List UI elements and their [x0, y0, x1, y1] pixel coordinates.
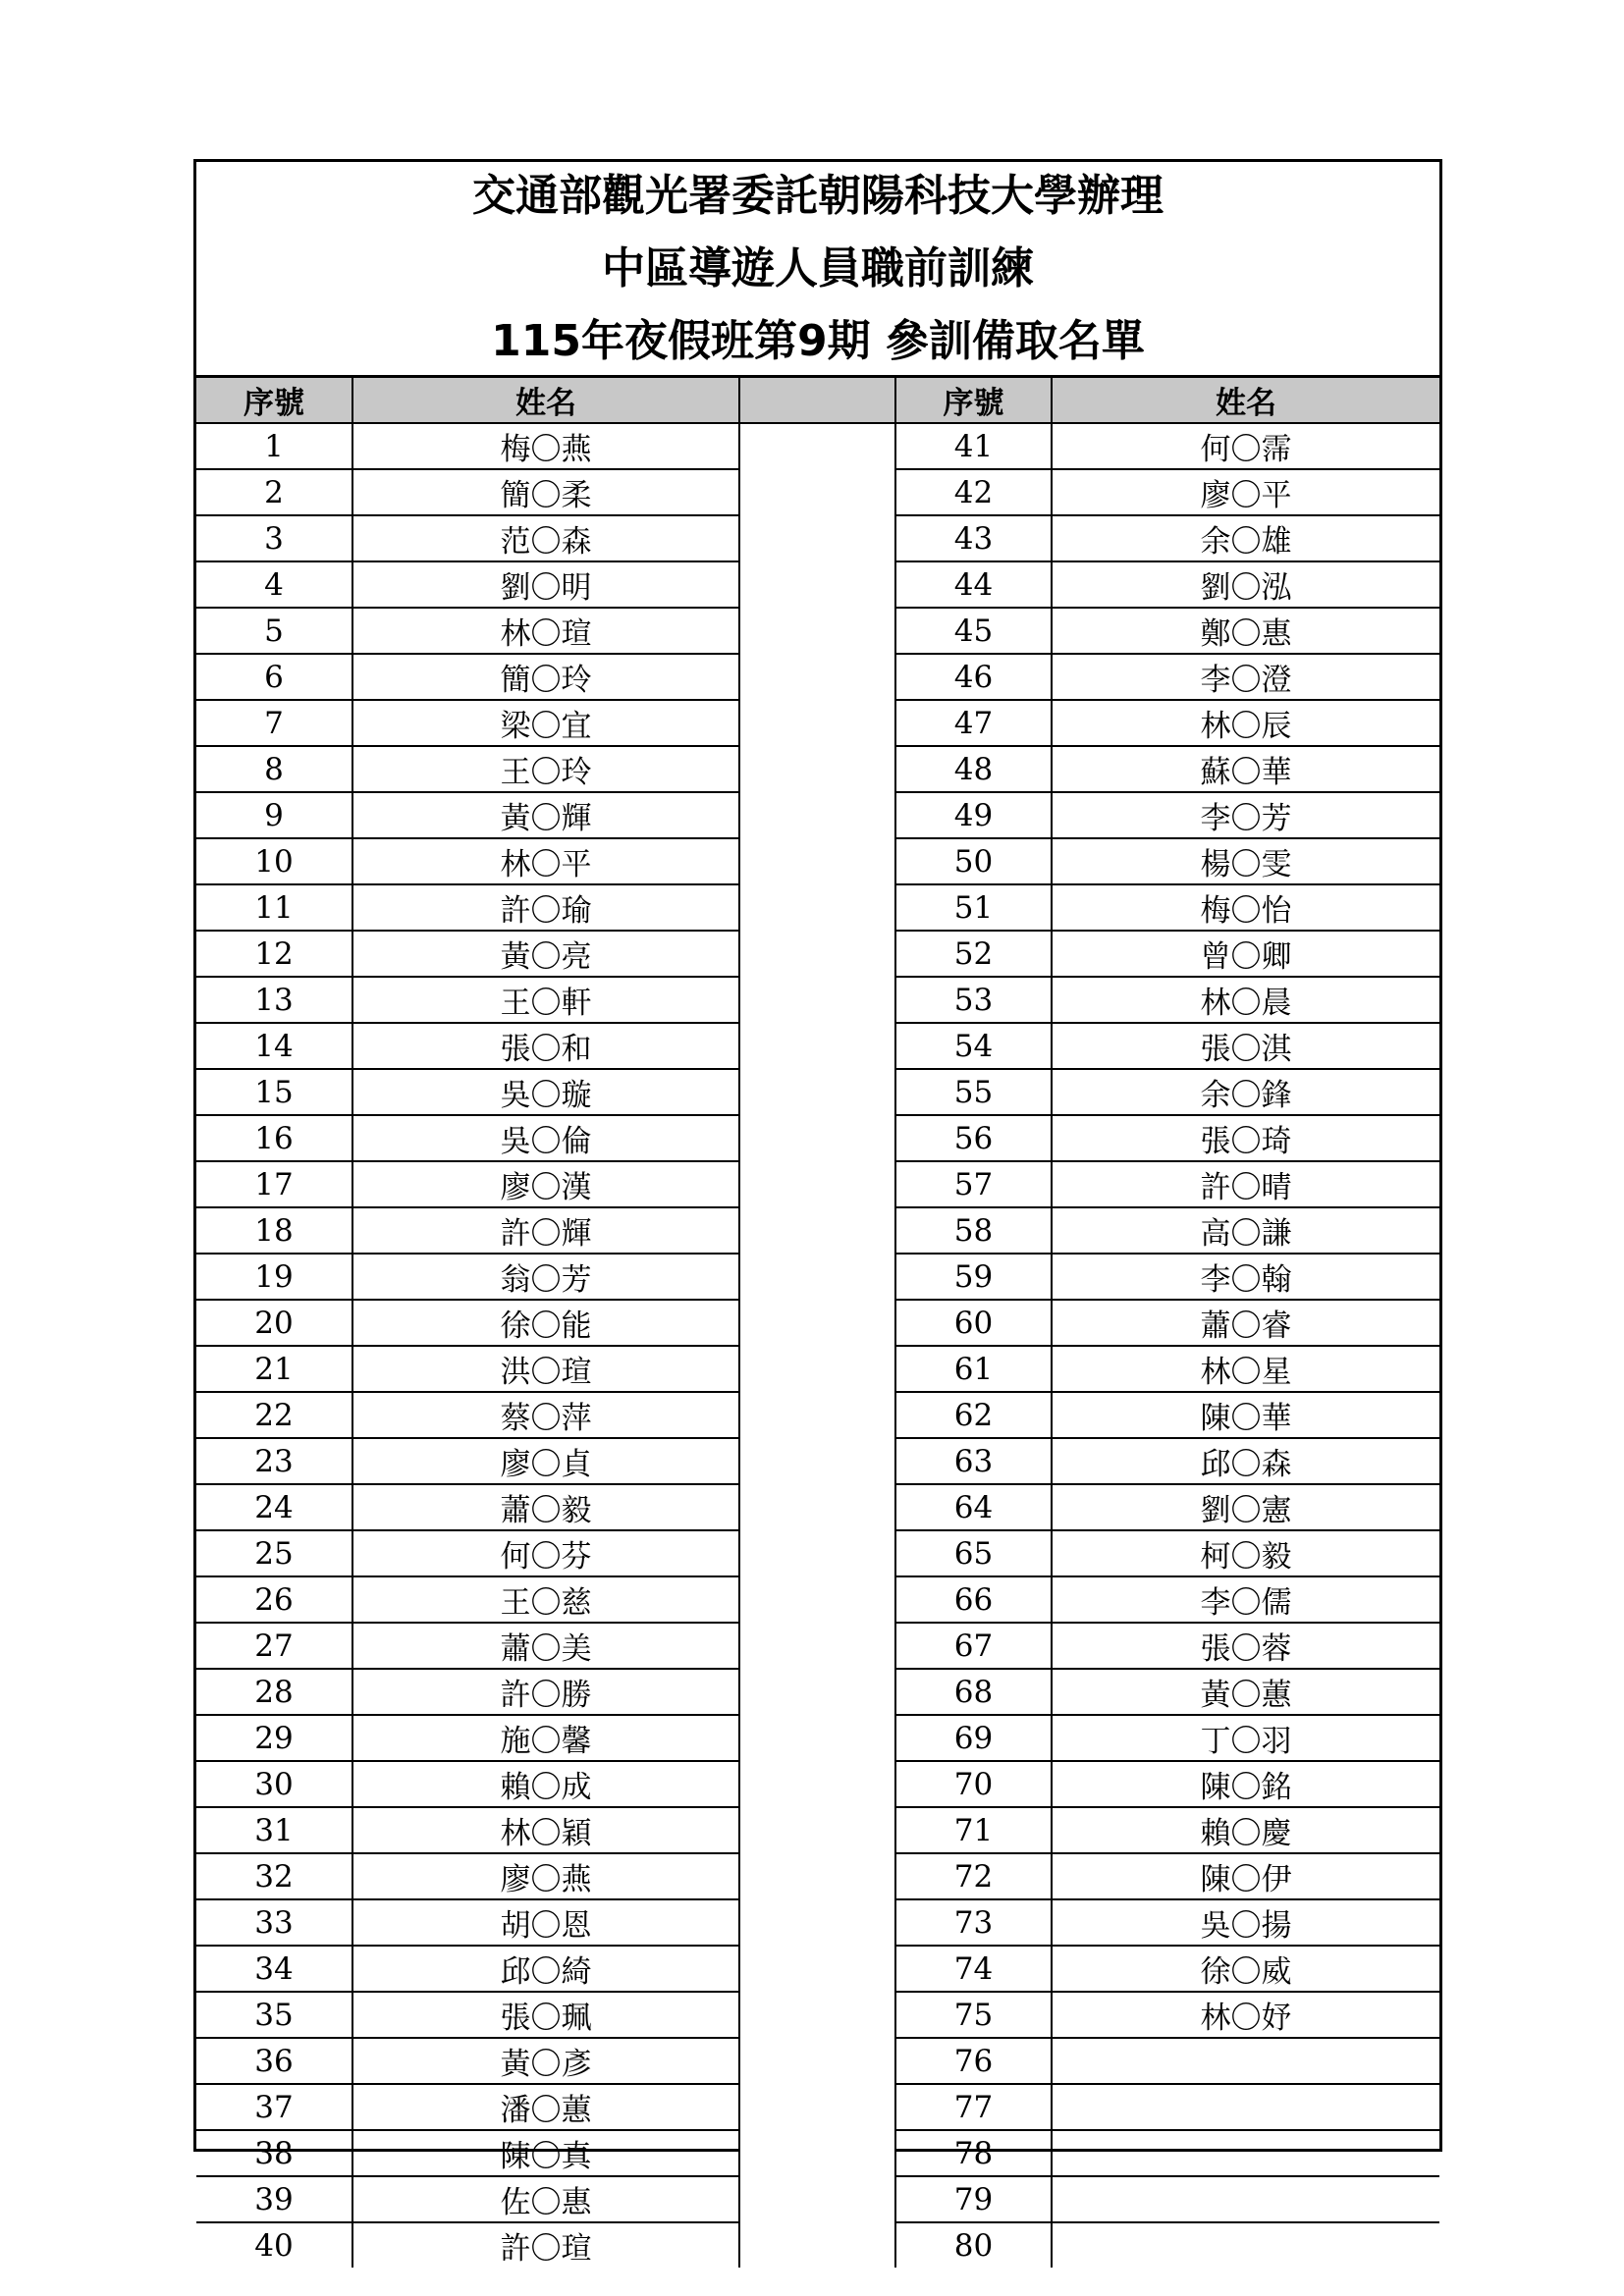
right-name-cell: 丁〇羽: [1052, 1715, 1439, 1761]
left-name-cell: 劉〇明: [352, 561, 739, 608]
left-name-cell: 王〇玲: [352, 746, 739, 792]
right-seq-cell: 58: [895, 1207, 1052, 1254]
table-row: [196, 1946, 1439, 1992]
gap-cell: [739, 1300, 895, 1346]
right-seq-cell: 56: [895, 1115, 1052, 1161]
table-row: [196, 1530, 1439, 1576]
left-name-cell: 簡〇柔: [352, 469, 739, 515]
right-name-cell: 楊〇雯: [1052, 838, 1439, 884]
left-name-cell: 蕭〇毅: [352, 1484, 739, 1530]
left-name-cell: 張〇珮: [352, 1992, 739, 2038]
right-seq-cell: 55: [895, 1069, 1052, 1115]
left-name-cell: 梁〇宜: [352, 700, 739, 746]
right-name-cell: 梅〇怡: [1052, 884, 1439, 931]
title-line-3: 115年夜假班第9期 參訓備取名單: [491, 315, 1145, 366]
right-seq-cell: 57: [895, 1161, 1052, 1207]
left-seq-cell: 25: [196, 1530, 352, 1576]
table-row: [196, 2130, 1439, 2176]
right-seq-cell: 80: [895, 2222, 1052, 2268]
right-seq-cell: 63: [895, 1438, 1052, 1484]
gap-cell: [739, 700, 895, 746]
table-row: [196, 1392, 1439, 1438]
left-name-cell: 黃〇輝: [352, 792, 739, 838]
left-seq-cell: 3: [196, 515, 352, 561]
right-seq-cell: 69: [895, 1715, 1052, 1761]
left-name-cell: 王〇慈: [352, 1576, 739, 1623]
left-name-cell: 邱〇綺: [352, 1946, 739, 1992]
left-name-cell: 簡〇玲: [352, 654, 739, 700]
right-name-cell: 蘇〇華: [1052, 746, 1439, 792]
right-name-cell: 李〇儒: [1052, 1576, 1439, 1623]
gap-cell: [739, 1946, 895, 1992]
left-seq-cell: 17: [196, 1161, 352, 1207]
right-seq-cell: 49: [895, 792, 1052, 838]
table-row: [196, 2176, 1439, 2222]
table-row: [196, 1807, 1439, 1853]
right-name-cell: 陳〇華: [1052, 1392, 1439, 1438]
table-row: [196, 1715, 1439, 1761]
right-seq-cell: 62: [895, 1392, 1052, 1438]
gap-cell: [739, 1853, 895, 1899]
gap-cell: [739, 1484, 895, 1530]
gap-cell: [739, 1530, 895, 1576]
gap-cell: [739, 561, 895, 608]
left-name-cell: 廖〇漢: [352, 1161, 739, 1207]
right-name-cell: 李〇澄: [1052, 654, 1439, 700]
left-seq-cell: 22: [196, 1392, 352, 1438]
left-name-cell: 范〇森: [352, 515, 739, 561]
left-seq-cell: 40: [196, 2222, 352, 2268]
left-seq-cell: 28: [196, 1669, 352, 1715]
right-name-cell: 許〇晴: [1052, 1161, 1439, 1207]
gap-cell: [739, 2176, 895, 2222]
right-name-cell: 張〇蓉: [1052, 1623, 1439, 1669]
table-row: [196, 1484, 1439, 1530]
gap-cell: [739, 977, 895, 1023]
table-row: [196, 561, 1439, 608]
left-seq-cell: 16: [196, 1115, 352, 1161]
left-name-cell: 廖〇燕: [352, 1853, 739, 1899]
left-name-cell: 胡〇恩: [352, 1899, 739, 1946]
gap-cell: [739, 1992, 895, 2038]
right-name-cell: 張〇淇: [1052, 1023, 1439, 1069]
right-name-cell: 劉〇泓: [1052, 561, 1439, 608]
right-seq-cell: 67: [895, 1623, 1052, 1669]
table-row: [196, 515, 1439, 561]
right-name-cell: 邱〇森: [1052, 1438, 1439, 1484]
left-seq-cell: 5: [196, 608, 352, 654]
left-seq-header: 序號: [196, 378, 352, 423]
gap-cell: [739, 654, 895, 700]
left-name-cell: 許〇瑄: [352, 2222, 739, 2268]
table-row: [196, 1761, 1439, 1807]
left-name-cell: 蔡〇萍: [352, 1392, 739, 1438]
table-row: [196, 2222, 1439, 2268]
title-line-1: 交通部觀光署委託朝陽科技大學辦理: [472, 170, 1164, 221]
left-name-header: 姓名: [352, 378, 739, 423]
table-row: [196, 838, 1439, 884]
left-name-cell: 賴〇成: [352, 1761, 739, 1807]
gap-cell: [739, 1623, 895, 1669]
gap-cell: [739, 1715, 895, 1761]
left-name-cell: 黃〇彥: [352, 2038, 739, 2084]
left-seq-cell: 12: [196, 931, 352, 977]
left-seq-cell: 13: [196, 977, 352, 1023]
right-name-cell: 鄭〇惠: [1052, 608, 1439, 654]
right-name-cell: 林〇星: [1052, 1346, 1439, 1392]
left-seq-cell: 29: [196, 1715, 352, 1761]
right-name-cell: 廖〇平: [1052, 469, 1439, 515]
table-row: [196, 1853, 1439, 1899]
right-name-cell: 黃〇蕙: [1052, 1669, 1439, 1715]
right-name-cell: 余〇雄: [1052, 515, 1439, 561]
right-seq-cell: 78: [895, 2130, 1052, 2176]
left-seq-cell: 35: [196, 1992, 352, 2038]
right-name-cell: 張〇琦: [1052, 1115, 1439, 1161]
table-row: [196, 469, 1439, 515]
right-seq-cell: 79: [895, 2176, 1052, 2222]
right-seq-header: 序號: [895, 378, 1052, 423]
left-seq-cell: 31: [196, 1807, 352, 1853]
right-seq-cell: 60: [895, 1300, 1052, 1346]
gap-cell: [739, 1115, 895, 1161]
title-line-2: 中區導遊人員職前訓練: [602, 242, 1034, 294]
right-name-cell: 林〇晨: [1052, 977, 1439, 1023]
left-name-cell: 廖〇貞: [352, 1438, 739, 1484]
table-row: [196, 792, 1439, 838]
left-name-cell: 佐〇惠: [352, 2176, 739, 2222]
right-seq-cell: 66: [895, 1576, 1052, 1623]
right-seq-cell: 68: [895, 1669, 1052, 1715]
left-seq-cell: 6: [196, 654, 352, 700]
right-seq-cell: 46: [895, 654, 1052, 700]
gap-cell: [739, 2038, 895, 2084]
right-seq-cell: 70: [895, 1761, 1052, 1807]
left-seq-cell: 21: [196, 1346, 352, 1392]
right-name-header: 姓名: [1052, 378, 1439, 423]
table-row: [196, 1346, 1439, 1392]
gap-cell: [739, 838, 895, 884]
right-seq-cell: 54: [895, 1023, 1052, 1069]
gap-cell: [739, 423, 895, 469]
left-name-cell: 許〇勝: [352, 1669, 739, 1715]
gap-cell: [739, 931, 895, 977]
right-seq-cell: 65: [895, 1530, 1052, 1576]
right-name-cell: 何〇霈: [1052, 423, 1439, 469]
left-name-cell: 林〇瑄: [352, 608, 739, 654]
table-row: [196, 1300, 1439, 1346]
left-seq-cell: 19: [196, 1254, 352, 1300]
left-name-cell: 吳〇璇: [352, 1069, 739, 1115]
right-seq-cell: 61: [895, 1346, 1052, 1392]
left-name-cell: 徐〇能: [352, 1300, 739, 1346]
table-row: [196, 654, 1439, 700]
left-seq-cell: 39: [196, 2176, 352, 2222]
right-name-cell: 柯〇毅: [1052, 1530, 1439, 1576]
left-seq-cell: 9: [196, 792, 352, 838]
left-seq-cell: 33: [196, 1899, 352, 1946]
left-name-cell: 蕭〇美: [352, 1623, 739, 1669]
left-name-cell: 吳〇倫: [352, 1115, 739, 1161]
left-seq-cell: 2: [196, 469, 352, 515]
table-row: [196, 1992, 1439, 2038]
right-seq-cell: 44: [895, 561, 1052, 608]
left-name-cell: 何〇芬: [352, 1530, 739, 1576]
table-row: [196, 1899, 1439, 1946]
left-name-cell: 林〇穎: [352, 1807, 739, 1853]
gap-cell: [739, 469, 895, 515]
table-row: [196, 1161, 1439, 1207]
gap-header: [739, 378, 895, 423]
right-seq-cell: 52: [895, 931, 1052, 977]
right-name-cell: [1052, 2176, 1439, 2222]
left-name-cell: 潘〇蕙: [352, 2084, 739, 2130]
right-name-cell: 劉〇憲: [1052, 1484, 1439, 1530]
right-seq-cell: 74: [895, 1946, 1052, 1992]
right-name-cell: [1052, 2084, 1439, 2130]
left-name-cell: 王〇軒: [352, 977, 739, 1023]
table-row: [196, 1254, 1439, 1300]
table-row: [196, 1023, 1439, 1069]
left-name-cell: 林〇平: [352, 838, 739, 884]
table-row: [196, 608, 1439, 654]
right-name-cell: 李〇翰: [1052, 1254, 1439, 1300]
left-seq-cell: 32: [196, 1853, 352, 1899]
right-name-cell: 陳〇伊: [1052, 1853, 1439, 1899]
right-seq-cell: 59: [895, 1254, 1052, 1300]
gap-cell: [739, 1346, 895, 1392]
table-row: [196, 931, 1439, 977]
gap-cell: [739, 1023, 895, 1069]
gap-cell: [739, 1438, 895, 1484]
right-name-cell: 吳〇揚: [1052, 1899, 1439, 1946]
table-row: [196, 1576, 1439, 1623]
table-row: [196, 746, 1439, 792]
gap-cell: [739, 515, 895, 561]
gap-cell: [739, 1207, 895, 1254]
left-name-cell: 陳〇真: [352, 2130, 739, 2176]
roster-table: [196, 378, 1439, 2268]
right-seq-cell: 73: [895, 1899, 1052, 1946]
table-row: [196, 700, 1439, 746]
gap-cell: [739, 2222, 895, 2268]
gap-cell: [739, 2084, 895, 2130]
right-seq-cell: 71: [895, 1807, 1052, 1853]
left-seq-cell: 10: [196, 838, 352, 884]
right-seq-cell: 45: [895, 608, 1052, 654]
left-name-cell: 許〇輝: [352, 1207, 739, 1254]
left-name-cell: 梅〇燕: [352, 423, 739, 469]
right-name-cell: [1052, 2038, 1439, 2084]
table-row: [196, 1207, 1439, 1254]
left-name-cell: 翁〇芳: [352, 1254, 739, 1300]
right-name-cell: [1052, 2222, 1439, 2268]
table-row: [196, 977, 1439, 1023]
gap-cell: [739, 1761, 895, 1807]
table-row: [196, 2038, 1439, 2084]
left-seq-cell: 26: [196, 1576, 352, 1623]
table-row: [196, 1669, 1439, 1715]
table-row: [196, 884, 1439, 931]
right-seq-cell: 51: [895, 884, 1052, 931]
right-name-cell: [1052, 2130, 1439, 2176]
left-seq-cell: 20: [196, 1300, 352, 1346]
right-name-cell: 陳〇銘: [1052, 1761, 1439, 1807]
left-seq-cell: 36: [196, 2038, 352, 2084]
right-name-cell: 李〇芳: [1052, 792, 1439, 838]
left-seq-cell: 14: [196, 1023, 352, 1069]
right-seq-cell: 48: [895, 746, 1052, 792]
left-seq-cell: 1: [196, 423, 352, 469]
left-seq-cell: 24: [196, 1484, 352, 1530]
right-seq-cell: 42: [895, 469, 1052, 515]
gap-cell: [739, 1254, 895, 1300]
right-name-cell: 賴〇慶: [1052, 1807, 1439, 1853]
left-seq-cell: 38: [196, 2130, 352, 2176]
right-name-cell: 蕭〇睿: [1052, 1300, 1439, 1346]
right-seq-cell: 72: [895, 1853, 1052, 1899]
gap-cell: [739, 1161, 895, 1207]
roster-sheet: [193, 159, 1442, 2267]
gap-cell: [739, 1669, 895, 1715]
table-row: [196, 423, 1439, 469]
right-seq-cell: 50: [895, 838, 1052, 884]
table-row: [196, 2084, 1439, 2130]
right-seq-cell: 41: [895, 423, 1052, 469]
gap-cell: [739, 884, 895, 931]
right-seq-cell: 43: [895, 515, 1052, 561]
left-seq-cell: 23: [196, 1438, 352, 1484]
left-name-cell: 黃〇亮: [352, 931, 739, 977]
right-seq-cell: 75: [895, 1992, 1052, 2038]
gap-cell: [739, 608, 895, 654]
roster-body: [196, 423, 1439, 2268]
right-name-cell: 高〇謙: [1052, 1207, 1439, 1254]
table-row: [196, 1438, 1439, 1484]
table-row: [196, 1623, 1439, 1669]
gap-cell: [739, 1899, 895, 1946]
left-seq-cell: 34: [196, 1946, 352, 1992]
right-name-cell: 曾〇卿: [1052, 931, 1439, 977]
left-seq-cell: 27: [196, 1623, 352, 1669]
left-name-cell: 洪〇瑄: [352, 1346, 739, 1392]
right-seq-cell: 47: [895, 700, 1052, 746]
gap-cell: [739, 746, 895, 792]
gap-cell: [739, 2130, 895, 2176]
header-row: [196, 378, 1439, 423]
left-name-cell: 施〇馨: [352, 1715, 739, 1761]
left-seq-cell: 37: [196, 2084, 352, 2130]
right-seq-cell: 77: [895, 2084, 1052, 2130]
table-row: [196, 1115, 1439, 1161]
table-row: [196, 1069, 1439, 1115]
right-seq-cell: 76: [895, 2038, 1052, 2084]
right-seq-cell: 53: [895, 977, 1052, 1023]
gap-cell: [739, 1807, 895, 1853]
left-seq-cell: 11: [196, 884, 352, 931]
right-name-cell: 林〇辰: [1052, 700, 1439, 746]
right-name-cell: 徐〇威: [1052, 1946, 1439, 1992]
left-seq-cell: 18: [196, 1207, 352, 1254]
right-name-cell: 余〇鋒: [1052, 1069, 1439, 1115]
left-seq-cell: 8: [196, 746, 352, 792]
left-seq-cell: 30: [196, 1761, 352, 1807]
gap-cell: [739, 1392, 895, 1438]
right-seq-cell: 64: [895, 1484, 1052, 1530]
title-block: [196, 162, 1439, 378]
left-name-cell: 許〇瑜: [352, 884, 739, 931]
left-name-cell: 張〇和: [352, 1023, 739, 1069]
gap-cell: [739, 792, 895, 838]
gap-cell: [739, 1576, 895, 1623]
left-seq-cell: 7: [196, 700, 352, 746]
left-seq-cell: 15: [196, 1069, 352, 1115]
left-seq-cell: 4: [196, 561, 352, 608]
right-name-cell: 林〇妤: [1052, 1992, 1439, 2038]
gap-cell: [739, 1069, 895, 1115]
